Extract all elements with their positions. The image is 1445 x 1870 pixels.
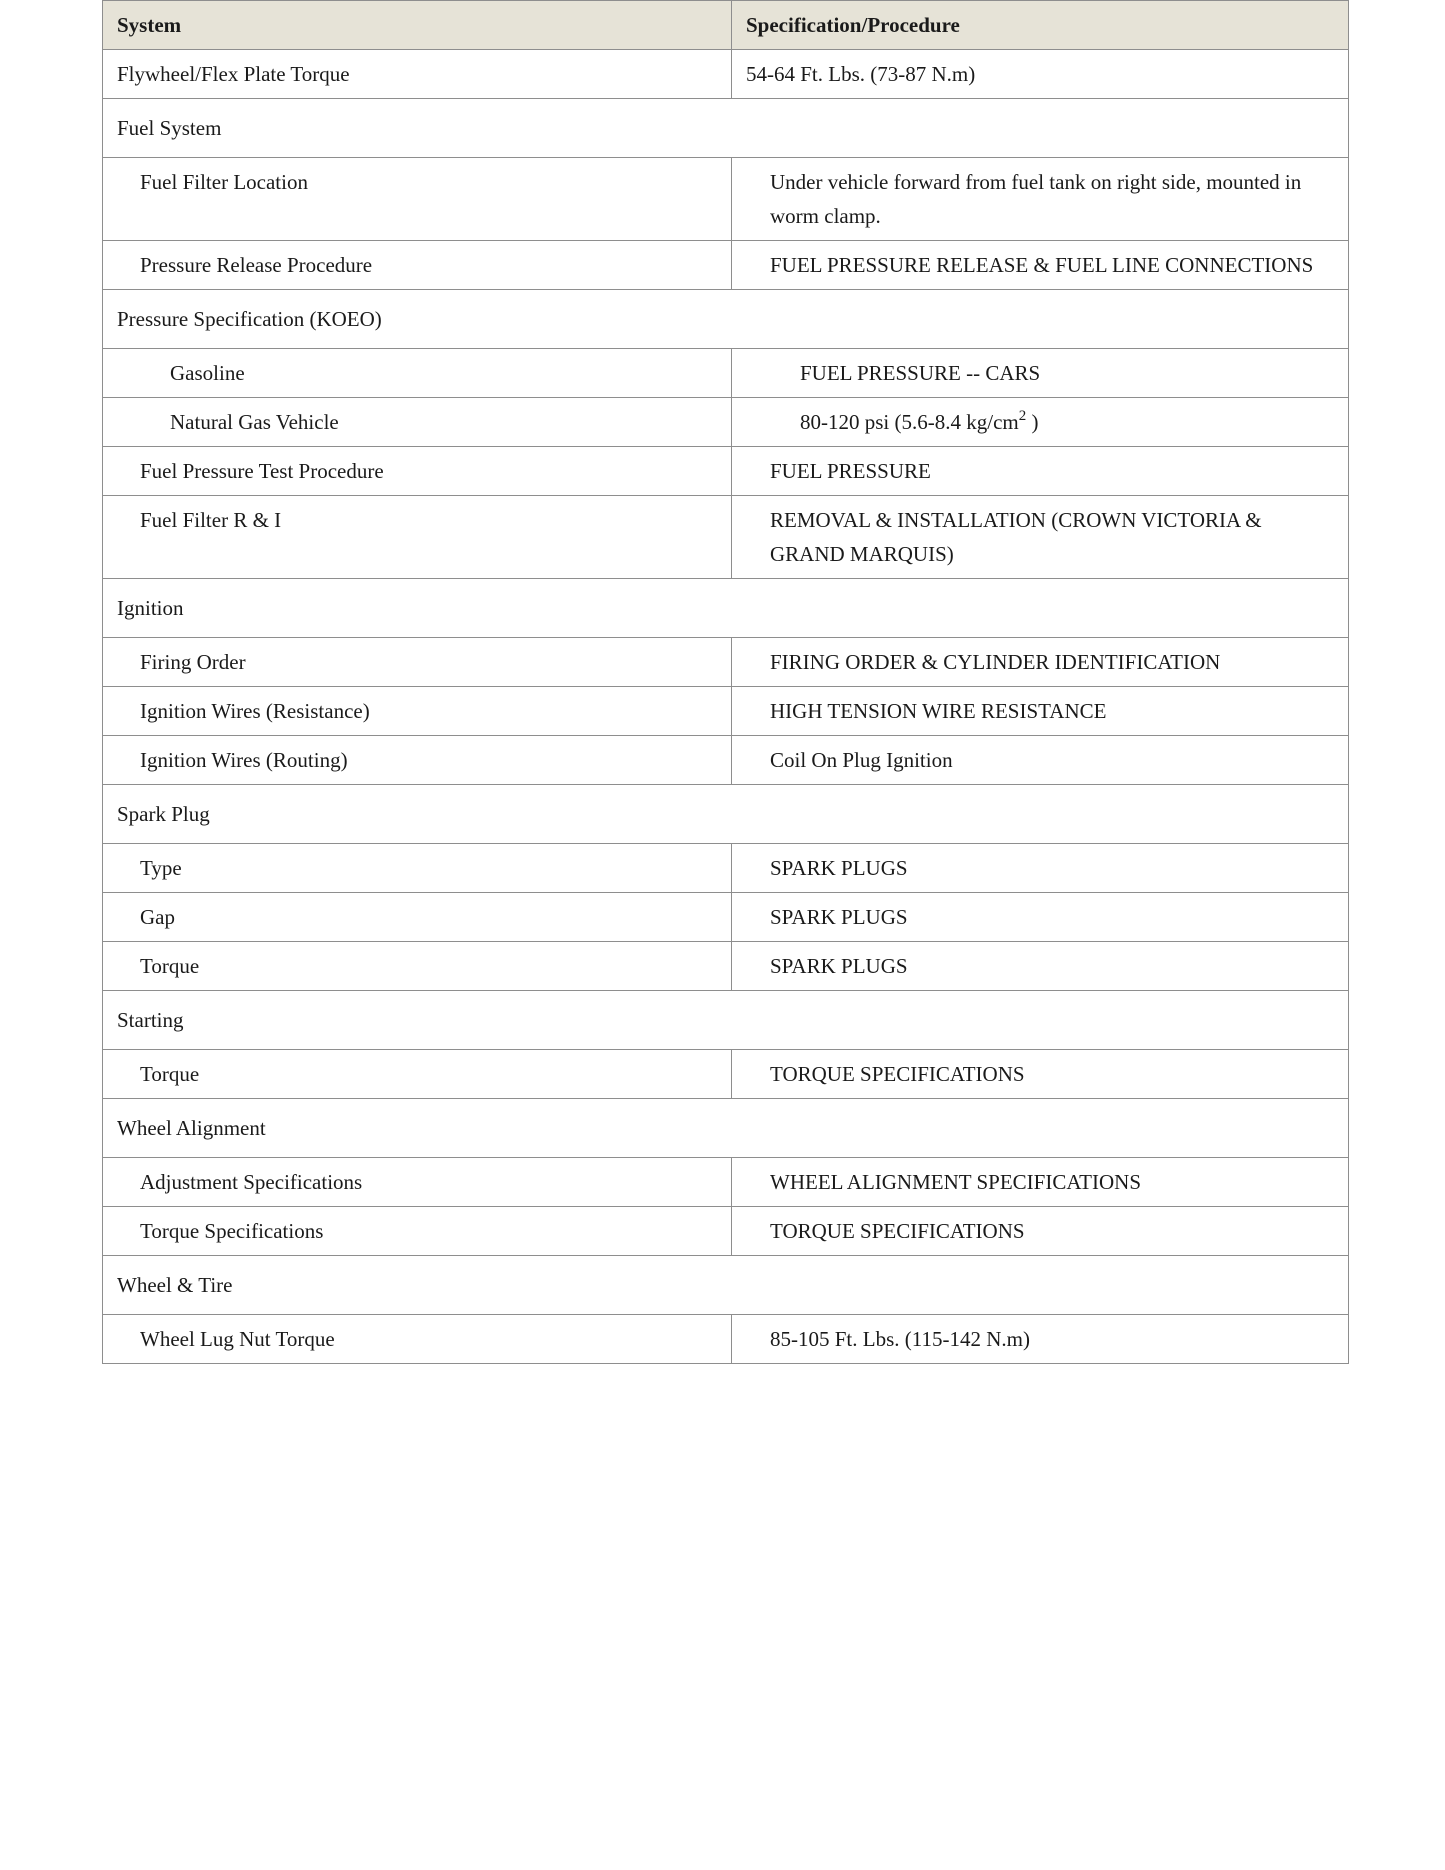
table-header <box>103 1 1349 50</box>
system-cell <box>103 1315 732 1364</box>
table-row <box>103 349 1349 398</box>
section-cell <box>103 1099 1349 1158</box>
spec-text: SPARK PLUGS <box>770 954 908 978</box>
system-cell <box>103 942 732 991</box>
table-row <box>103 1050 1349 1099</box>
spec-value <box>732 687 1348 735</box>
system-cell <box>103 736 732 785</box>
system-cell <box>103 1207 732 1256</box>
spec-value <box>732 241 1348 289</box>
spec-cell <box>732 844 1349 893</box>
system-cell <box>103 1050 732 1099</box>
table-row <box>103 687 1349 736</box>
system-label: Natural Gas Vehicle <box>170 410 339 434</box>
spec-cell <box>732 349 1349 398</box>
spec-text: FIRING ORDER & CYLINDER IDENTIFICATION <box>770 650 1221 674</box>
section-cell <box>103 579 1349 638</box>
system-label: Gasoline <box>170 361 245 385</box>
spec-value <box>732 447 1348 495</box>
table-row <box>103 844 1349 893</box>
section-label: Wheel Alignment <box>117 1116 266 1140</box>
section-cell <box>103 99 1349 158</box>
spec-text: TORQUE SPECIFICATIONS <box>770 1219 1025 1243</box>
spec-cell <box>732 893 1349 942</box>
spec-value <box>732 736 1348 784</box>
table-row <box>103 1158 1349 1207</box>
system-label: Fuel Pressure Test Procedure <box>140 459 384 483</box>
system-cell <box>103 1158 732 1207</box>
header-spec: Specification/Procedure <box>732 1 1349 50</box>
section-label: Pressure Specification (KOEO) <box>117 307 382 331</box>
table-row <box>103 1315 1349 1364</box>
table-row <box>103 1207 1349 1256</box>
section-label: Wheel & Tire <box>117 1273 233 1297</box>
spec-value <box>732 496 1348 578</box>
spec-cell <box>732 1158 1349 1207</box>
header-system: System <box>103 1 732 50</box>
table-row <box>103 398 1349 447</box>
spec-text: TORQUE SPECIFICATIONS <box>770 1062 1025 1086</box>
spec-value <box>732 1207 1348 1255</box>
section-row <box>103 785 1349 844</box>
system-cell <box>103 638 732 687</box>
table-row <box>103 638 1349 687</box>
section-cell <box>103 1256 1349 1315</box>
spec-cell <box>732 1315 1349 1364</box>
system-cell <box>103 349 732 398</box>
system-label: Torque <box>140 954 200 978</box>
system-label: Adjustment Specifications <box>140 1170 363 1194</box>
table-row <box>103 736 1349 785</box>
spec-value <box>732 893 1348 941</box>
system-label: Gap <box>140 905 175 929</box>
spec-text: Coil On Plug Ignition <box>770 748 953 772</box>
spec-text-after: ) <box>1026 410 1039 434</box>
section-row <box>103 1256 1349 1315</box>
system-cell <box>103 398 732 447</box>
system-label: Fuel Filter Location <box>140 170 308 194</box>
spec-value <box>732 1315 1348 1363</box>
spec-text: FUEL PRESSURE -- CARS <box>800 361 1041 385</box>
header-row <box>103 1 1349 50</box>
section-cell <box>103 290 1349 349</box>
table-row <box>103 893 1349 942</box>
spec-value <box>732 349 1348 397</box>
spec-cell <box>732 687 1349 736</box>
spec-cell <box>732 398 1349 447</box>
system-cell <box>103 844 732 893</box>
spec-text: REMOVAL & INSTALLATION (CROWN VICTORIA & GRAND MARQUIS) <box>770 508 1262 566</box>
system-label: Wheel Lug Nut Torque <box>140 1327 335 1351</box>
spec-text: SPARK PLUGS <box>770 856 908 880</box>
section-label: Spark Plug <box>117 802 210 826</box>
system-cell <box>103 893 732 942</box>
spec-text: 54-64 Ft. Lbs. (73-87 N.m) <box>746 62 976 86</box>
spec-text: 85-105 Ft. Lbs. (115-142 N.m) <box>770 1327 1030 1351</box>
spec-cell <box>732 1207 1349 1256</box>
spec-value <box>732 638 1348 686</box>
section-cell <box>103 991 1349 1050</box>
system-label: Torque Specifications <box>140 1219 324 1243</box>
system-label: Firing Order <box>140 650 246 674</box>
system-cell <box>103 496 732 579</box>
system-cell <box>103 687 732 736</box>
spec-text: 80-120 psi (5.6-8.4 kg/cm <box>800 410 1019 434</box>
spec-text: WHEEL ALIGNMENT SPECIFICATIONS <box>770 1170 1141 1194</box>
system-cell <box>103 241 732 290</box>
spec-cell <box>732 1050 1349 1099</box>
system-label: Torque <box>140 1062 200 1086</box>
spec-value <box>732 1158 1348 1206</box>
section-label: Fuel System <box>117 116 222 140</box>
spec-value <box>732 942 1348 990</box>
table-row <box>103 50 1349 99</box>
spec-cell <box>732 158 1349 241</box>
table-body <box>103 50 1349 1364</box>
spec-text: Under vehicle forward from fuel tank on right side, mounted in worm clamp. <box>770 170 1302 228</box>
section-row <box>103 290 1349 349</box>
section-row <box>103 991 1349 1050</box>
table-row <box>103 241 1349 290</box>
spec-text: SPARK PLUGS <box>770 905 908 929</box>
spec-text: FUEL PRESSURE <box>770 459 931 483</box>
section-row <box>103 1099 1349 1158</box>
section-label: Starting <box>117 1008 184 1032</box>
spec-cell <box>732 241 1349 290</box>
section-row <box>103 99 1349 158</box>
system-label: Pressure Release Procedure <box>140 253 373 277</box>
spec-value <box>732 158 1348 240</box>
table-row <box>103 496 1349 579</box>
spec-cell <box>732 736 1349 785</box>
system-cell <box>103 447 732 496</box>
spec-table <box>102 0 1349 1364</box>
system-label: Fuel Filter R & I <box>140 508 282 532</box>
system-cell <box>103 50 732 99</box>
system-label: Ignition Wires (Resistance) <box>140 699 370 723</box>
spec-text: HIGH TENSION WIRE RESISTANCE <box>770 699 1107 723</box>
system-label: Flywheel/Flex Plate Torque <box>117 62 350 86</box>
section-row <box>103 579 1349 638</box>
spec-value <box>732 844 1348 892</box>
spec-cell <box>732 447 1349 496</box>
spec-value <box>732 398 1348 446</box>
table-row <box>103 447 1349 496</box>
spec-value <box>732 1050 1348 1098</box>
table-row <box>103 158 1349 241</box>
spec-value <box>732 50 1348 98</box>
spec-text: FUEL PRESSURE RELEASE & FUEL LINE CONNECTIONS <box>770 253 1314 277</box>
system-label: Type <box>140 856 182 880</box>
system-cell <box>103 158 732 241</box>
section-cell <box>103 785 1349 844</box>
spec-cell <box>732 496 1349 579</box>
section-label: Ignition <box>117 596 184 620</box>
spec-cell <box>732 50 1349 99</box>
system-label: Ignition Wires (Routing) <box>140 748 348 772</box>
table-row <box>103 942 1349 991</box>
spec-cell <box>732 942 1349 991</box>
spec-superscript: 2 <box>1018 408 1027 424</box>
spec-cell <box>732 638 1349 687</box>
